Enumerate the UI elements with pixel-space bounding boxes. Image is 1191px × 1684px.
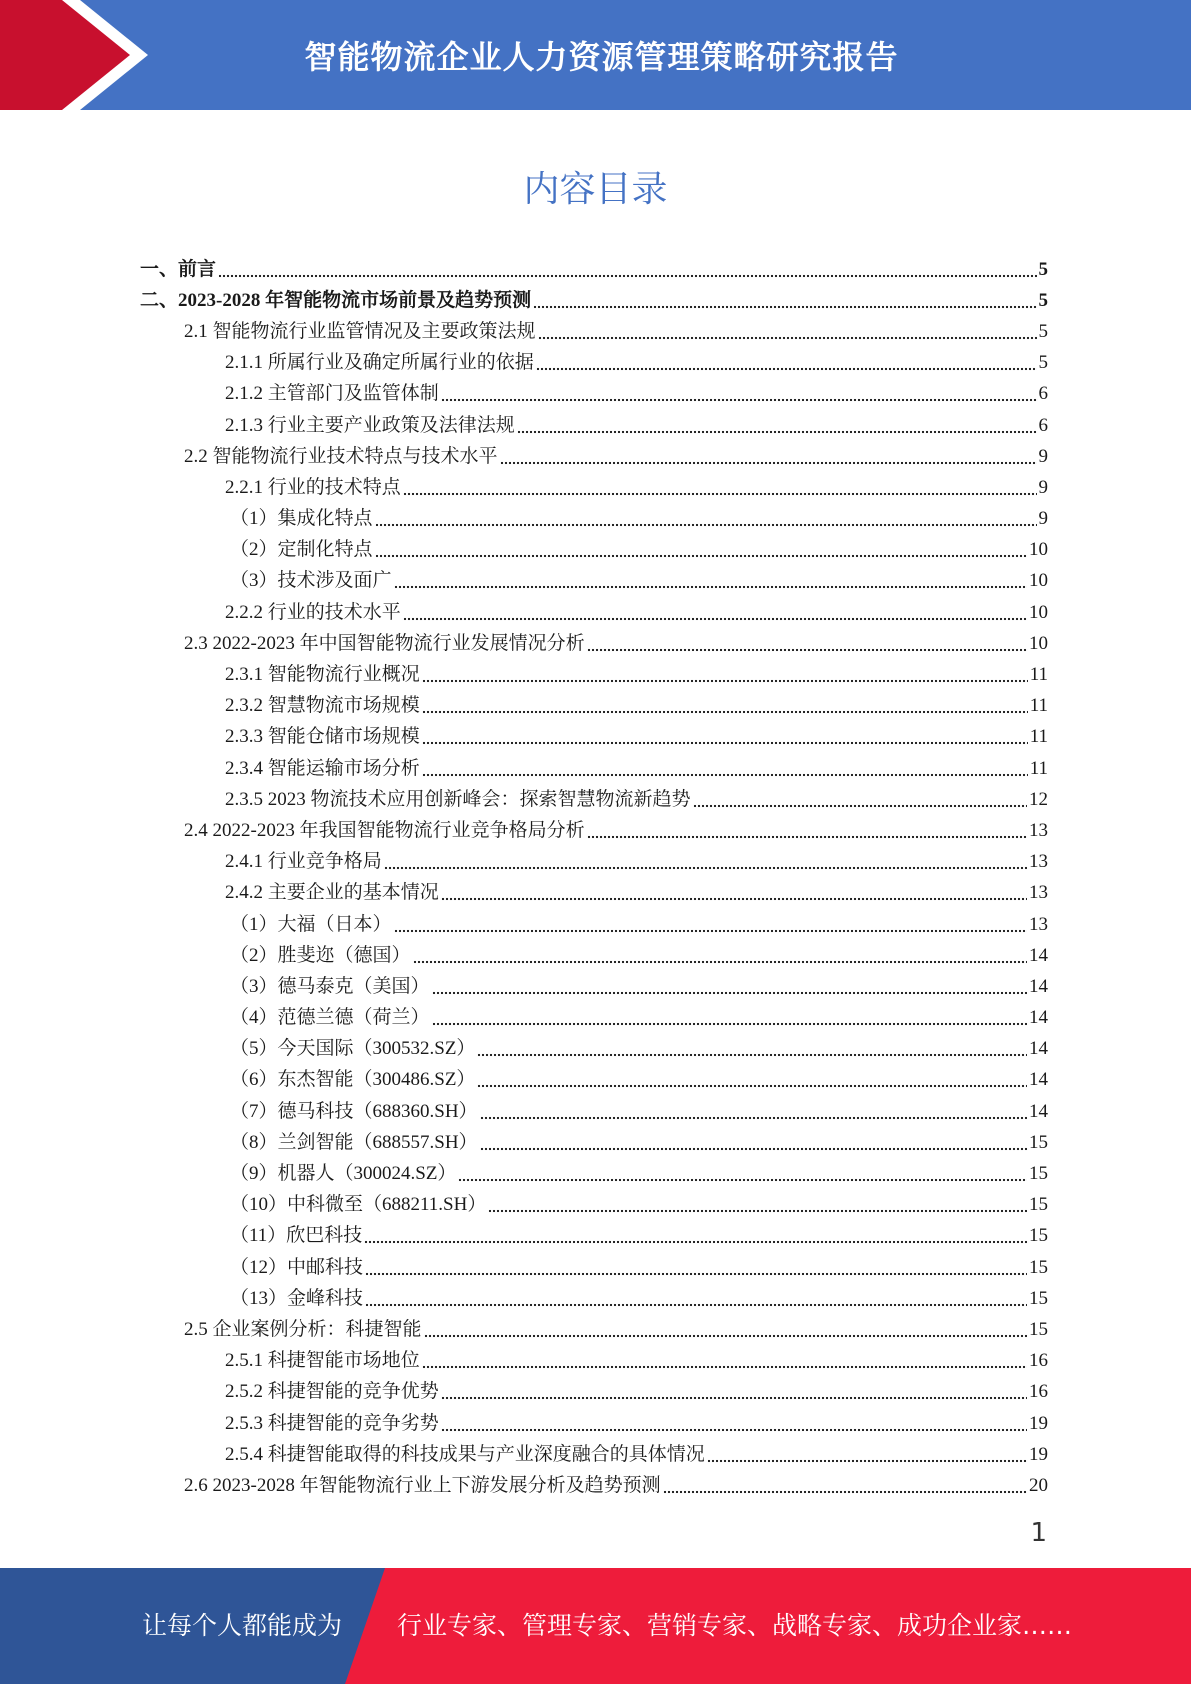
toc-dot-leader [441, 397, 1037, 403]
toc-entry-page: 10 [1029, 570, 1048, 592]
toc-entry-page: 13 [1029, 819, 1048, 841]
toc-dot-leader [375, 522, 1037, 528]
toc-dot-leader [413, 959, 1027, 965]
toc-entry[interactable] [140, 1252, 1048, 1283]
toc-entry[interactable] [140, 1003, 1048, 1034]
toc-title: 内容目录 [523, 169, 668, 210]
toc-entry[interactable] [140, 1470, 1048, 1501]
toc-entry-page: 12 [1029, 788, 1048, 810]
toc-entry[interactable] [140, 691, 1048, 722]
toc-entry[interactable] [140, 285, 1048, 316]
toc-entry-label: （2）定制化特点 [230, 539, 373, 561]
toc-entry-page: 6 [1038, 383, 1048, 405]
toc-entry[interactable] [140, 940, 1048, 971]
toc-entry-page: 15 [1029, 1131, 1048, 1153]
toc-entry[interactable] [140, 1221, 1048, 1252]
toc-entry[interactable] [140, 410, 1048, 441]
toc-entry-page: 16 [1029, 1350, 1048, 1372]
toc-dot-leader [403, 491, 1037, 497]
toc-dot-leader [394, 584, 1027, 590]
toc-entry-label: （10）中科微至（688211.SH） [230, 1194, 487, 1216]
toc-entry-page: 5 [1038, 352, 1048, 374]
toc-dot-leader [587, 647, 1027, 653]
toc-entry-page: 9 [1038, 445, 1048, 467]
toc-entry-label: 2.2 智能物流行业技术特点与技术水平 [184, 445, 498, 467]
toc-entry[interactable] [140, 753, 1048, 784]
toc-entry[interactable] [140, 1096, 1048, 1127]
toc-dot-leader [663, 1489, 1027, 1495]
toc-dot-leader [500, 460, 1037, 466]
toc-entry[interactable] [140, 971, 1048, 1002]
toc-entry-label: 2.5.4 科捷智能取得的科技成果与产业深度融合的具体情况 [225, 1443, 705, 1465]
toc-entry-label: 一、前言 [140, 258, 217, 280]
toc-dot-leader [441, 1427, 1027, 1433]
toc-entry[interactable] [140, 316, 1048, 347]
toc-entry[interactable] [140, 1283, 1048, 1314]
toc-dot-leader [458, 1177, 1027, 1183]
toc-entry-label: 2.5 企业案例分析：科捷智能 [184, 1318, 422, 1340]
toc-entry-label: 2.1 智能物流行业监管情况及主要政策法规 [184, 320, 536, 342]
footer-banner [0, 1568, 1191, 1684]
toc-dot-leader [432, 1021, 1027, 1027]
toc-dot-leader [422, 740, 1028, 746]
toc-entry-label: 2.3.3 智能仓储市场规模 [225, 726, 420, 748]
toc-entry[interactable] [140, 472, 1048, 503]
toc-entry-label: （12）中邮科技 [230, 1256, 364, 1278]
toc-entry-page: 14 [1029, 1069, 1048, 1091]
toc-entry-page: 5 [1038, 320, 1048, 342]
toc-entry[interactable] [140, 1158, 1048, 1189]
toc-entry-label: 2.5.3 科捷智能的竞争劣势 [225, 1412, 439, 1434]
toc-entry[interactable] [140, 815, 1048, 846]
toc-dot-leader [441, 896, 1027, 902]
toc-entry-page: 13 [1029, 882, 1048, 904]
toc-entry[interactable] [140, 1408, 1048, 1439]
toc-entry-page: 9 [1038, 508, 1048, 530]
toc-entry-page: 10 [1029, 539, 1048, 561]
toc-entry-label: （11）欣巴科技 [230, 1225, 363, 1247]
toc-entry-page: 10 [1029, 601, 1048, 623]
toc-entry-label: （6）东杰智能（300486.SZ） [230, 1069, 476, 1091]
toc-entry-label: 2.3.5 2023 物流技术应用创新峰会：探索智慧物流新趋势 [225, 788, 691, 810]
toc-entry-page: 6 [1038, 414, 1048, 436]
toc-entry-label: （2）胜斐迩（德国） [230, 944, 411, 966]
toc-entry[interactable] [140, 909, 1048, 940]
footer-slogan-left: 让每个人都能成为 [142, 1611, 343, 1640]
toc-dot-leader [403, 616, 1027, 622]
toc-entry-page: 15 [1029, 1256, 1048, 1278]
toc-dot-leader [364, 1239, 1027, 1245]
toc-entry[interactable] [140, 784, 1048, 815]
toc-entry-label: 2.2.2 行业的技术水平 [225, 601, 401, 623]
toc-entry-label: 2.3.2 智慧物流市场规模 [225, 695, 420, 717]
toc-entry[interactable] [140, 628, 1048, 659]
toc-dot-leader [365, 1302, 1027, 1308]
toc-entry-label: （13）金峰科技 [230, 1287, 364, 1309]
toc-entry-page: 20 [1029, 1474, 1048, 1496]
toc-entry-page: 19 [1029, 1443, 1048, 1465]
toc-entry-label: （9）机器人（300024.SZ） [230, 1163, 457, 1185]
toc-dot-leader [422, 678, 1028, 684]
toc-entry[interactable] [140, 504, 1048, 535]
toc-entry-page: 15 [1029, 1225, 1048, 1247]
toc-entry[interactable] [140, 254, 1048, 285]
toc-entry-page: 11 [1029, 726, 1048, 748]
toc-entry-page: 14 [1029, 1038, 1048, 1060]
toc-entry[interactable] [140, 535, 1048, 566]
toc-entry-label: 2.4.2 主要企业的基本情况 [225, 882, 439, 904]
toc-entry-page: 15 [1029, 1194, 1048, 1216]
toc-entry[interactable] [140, 1065, 1048, 1096]
toc-entry-page: 5 [1038, 289, 1048, 311]
toc-dot-leader [365, 1271, 1027, 1277]
toc-entry[interactable] [140, 1377, 1048, 1408]
toc-entry-label: 2.1.3 行业主要产业政策及法律法规 [225, 414, 515, 436]
toc-entry[interactable] [140, 1190, 1048, 1221]
toc-dot-leader [488, 1208, 1027, 1214]
toc-entry-page: 13 [1029, 851, 1048, 873]
toc-entry[interactable] [140, 1346, 1048, 1377]
toc-entry[interactable] [140, 348, 1048, 379]
toc-entry-page: 14 [1029, 1100, 1048, 1122]
toc-entry[interactable] [140, 1127, 1048, 1158]
toc-dot-leader [394, 928, 1027, 934]
toc-entry-page: 11 [1029, 695, 1048, 717]
toc-entry[interactable] [140, 1314, 1048, 1345]
toc-dot-leader [477, 1052, 1027, 1058]
toc-dot-leader [517, 429, 1037, 435]
toc-entry-page: 13 [1029, 913, 1048, 935]
toc-dot-leader [538, 335, 1037, 341]
toc-entry-page: 16 [1029, 1381, 1048, 1403]
toc-entry-label: （4）范德兰德（荷兰） [230, 1007, 430, 1029]
toc-entry[interactable] [140, 1439, 1048, 1470]
toc-dot-leader [432, 990, 1027, 996]
toc-entry-label: 2.1.2 主管部门及监管体制 [225, 383, 439, 405]
toc-dot-leader [480, 1146, 1027, 1152]
toc-entry-label: （7）德马科技（688360.SH） [230, 1100, 478, 1122]
toc-entry[interactable] [140, 379, 1048, 410]
toc-entry[interactable] [140, 847, 1048, 878]
toc-entry-label: 2.6 2023-2028 年智能物流行业上下游发展分析及趋势预测 [184, 1474, 661, 1496]
toc-entry-label: 2.4 2022-2023 年我国智能物流行业竞争格局分析 [184, 819, 585, 841]
toc-entry[interactable] [140, 1034, 1048, 1065]
page-number: 1 [1030, 1518, 1047, 1548]
toc-dot-leader [693, 803, 1027, 809]
toc-entry-label: （3）技术涉及面广 [230, 570, 392, 592]
toc-entry[interactable] [140, 722, 1048, 753]
toc-dot-leader [533, 304, 1036, 310]
toc-entry-page: 5 [1038, 258, 1048, 280]
toc-entry-label: （8）兰剑智能（688557.SH） [230, 1131, 478, 1153]
toc-entry-label: 2.3.4 智能运输市场分析 [225, 757, 420, 779]
toc-dot-leader [218, 273, 1036, 279]
toc-dot-leader [536, 366, 1037, 372]
toc-dot-leader [441, 1395, 1027, 1401]
toc-dot-leader [424, 1333, 1027, 1339]
toc-entry-page: 14 [1029, 1007, 1048, 1029]
toc-entry-label: （1）集成化特点 [230, 508, 373, 530]
toc-dot-leader [422, 1364, 1027, 1370]
toc-entry-label: 2.5.1 科捷智能市场地位 [225, 1350, 420, 1372]
toc-entry-page: 14 [1029, 944, 1048, 966]
toc-entry-label: （3）德马泰克（美国） [230, 975, 430, 997]
toc-entry-page: 15 [1029, 1287, 1048, 1309]
toc-entry[interactable] [140, 597, 1048, 628]
toc-entry-label: 二、2023-2028 年智能物流市场前景及趋势预测 [140, 289, 532, 311]
toc-entry-page: 9 [1038, 476, 1048, 498]
toc-entry-label: 2.4.1 行业竞争格局 [225, 851, 382, 873]
toc-dot-leader [707, 1458, 1027, 1464]
toc-entry-page: 15 [1029, 1318, 1048, 1340]
toc-entry-page: 14 [1029, 975, 1048, 997]
toc-entry[interactable] [140, 659, 1048, 690]
toc-entry[interactable] [140, 878, 1048, 909]
toc-entry-page: 11 [1029, 664, 1048, 686]
footer-slogan-right: 行业专家、管理专家、营销专家、战略专家、成功企业家…… [397, 1611, 1073, 1640]
toc-entry-page: 11 [1029, 757, 1048, 779]
table-of-contents [140, 254, 1048, 1502]
toc-entry-label: 2.2.1 行业的技术特点 [225, 476, 401, 498]
toc-entry-page: 10 [1029, 632, 1048, 654]
toc-dot-leader [422, 772, 1028, 778]
report-title: 智能物流企业人力资源管理策略研究报告 [304, 38, 899, 76]
toc-entry-page: 19 [1029, 1412, 1048, 1434]
toc-dot-leader [422, 709, 1028, 715]
toc-entry-label: 2.3 2022-2023 年中国智能物流行业发展情况分析 [184, 632, 585, 654]
toc-entry[interactable] [140, 566, 1048, 597]
toc-dot-leader [477, 1083, 1027, 1089]
toc-entry-label: （5）今天国际（300532.SZ） [230, 1038, 476, 1060]
toc-dot-leader [480, 1115, 1027, 1121]
header-band [0, 0, 1191, 110]
toc-entry[interactable] [140, 441, 1048, 472]
toc-dot-leader [587, 834, 1027, 840]
toc-entry-label: 2.5.2 科捷智能的竞争优势 [225, 1381, 439, 1403]
toc-entry-label: 2.1.1 所属行业及确定所属行业的依据 [225, 352, 534, 374]
toc-entry-page: 15 [1029, 1163, 1048, 1185]
toc-entry-label: （1）大福（日本） [230, 913, 392, 935]
toc-dot-leader [384, 865, 1027, 871]
toc-entry-label: 2.3.1 智能物流行业概况 [225, 664, 420, 686]
toc-dot-leader [375, 553, 1027, 559]
